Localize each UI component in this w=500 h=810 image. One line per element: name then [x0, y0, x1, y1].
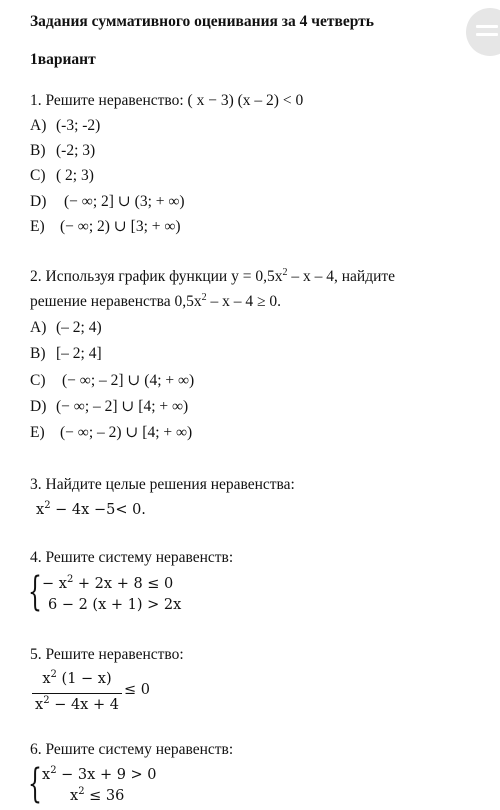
menu-icon — [476, 25, 498, 41]
q2-prompt-line2: решение неравенства $0,5х^2 - х - 4 \ge 0$. — [30, 292, 282, 310]
q4-prompt: 4. Решите систему неравенств: — [30, 549, 234, 566]
q6-inequality-1: $x^2 - 3x + 9 > 0$ — [42, 765, 157, 783]
q5-prompt: 5. Решите неравенство: — [30, 646, 184, 663]
q1-prompt: 1. Решите неравенство: ( x − 3) (x – 2) < 0 — [30, 92, 304, 109]
q1-option-a: A) (-3; -2) — [30, 117, 101, 134]
q2-prompt-line1: 2. Используя график функции $у = 0,5х^2 - х - 4$, найдите — [30, 267, 396, 285]
q6-inequality-2: $x^2 \le 36$ — [70, 786, 125, 804]
page-title: Задания суммативного оценивания за 4 четверть — [30, 13, 374, 30]
q3-prompt: 3. Найдите целые решения неравенства: — [30, 476, 295, 493]
q2-option-a: A) (– 2; 4) — [30, 319, 102, 336]
q4-inequality-2: 6 − 2 (x + 1) > 2x — [48, 597, 182, 613]
q5-numerator: $x^2$ (1 − x) — [42, 669, 112, 687]
q4-inequality-1: − $x^2 + 2x + 8 \le 0$ — [42, 574, 174, 592]
q2-option-e: E) (− ∞; – 2) ∪ [4; + ∞) — [30, 424, 193, 441]
q1-option-d: D) (− ∞; 2] ∪ (3; + ∞) — [30, 193, 185, 210]
q4-system-brace: { — [28, 569, 42, 615]
q1-option-b: B) (-2; 3) — [30, 142, 96, 159]
q2-option-d: D) (− ∞; – 2] ∪ [4; + ∞) — [30, 398, 189, 415]
fraction-bar — [32, 693, 122, 694]
q5-fraction — [32, 671, 122, 713]
q5-denominator: $x^2 - 4x + 4$ — [35, 695, 119, 714]
q3-expression: $x^2 - 4x -5< 0$. — [36, 500, 146, 518]
q1-option-e: E) (− ∞; 2) ∪ [3; + ∞) — [30, 218, 181, 235]
q2-option-c: C) (− ∞; – 2] ∪ (4; + ∞) — [30, 372, 195, 389]
q2-option-b: B) [– 2; 4] — [30, 345, 102, 362]
menu-button[interactable] — [466, 8, 500, 56]
q6-prompt: 6. Решите систему неравенств: — [30, 741, 234, 758]
q5-relation: ≤ 0 — [124, 682, 150, 698]
variant-label: 1вариант — [30, 51, 96, 68]
q1-option-c: C) ( 2; 3) — [30, 167, 94, 184]
q6-system-brace: { — [28, 761, 42, 807]
